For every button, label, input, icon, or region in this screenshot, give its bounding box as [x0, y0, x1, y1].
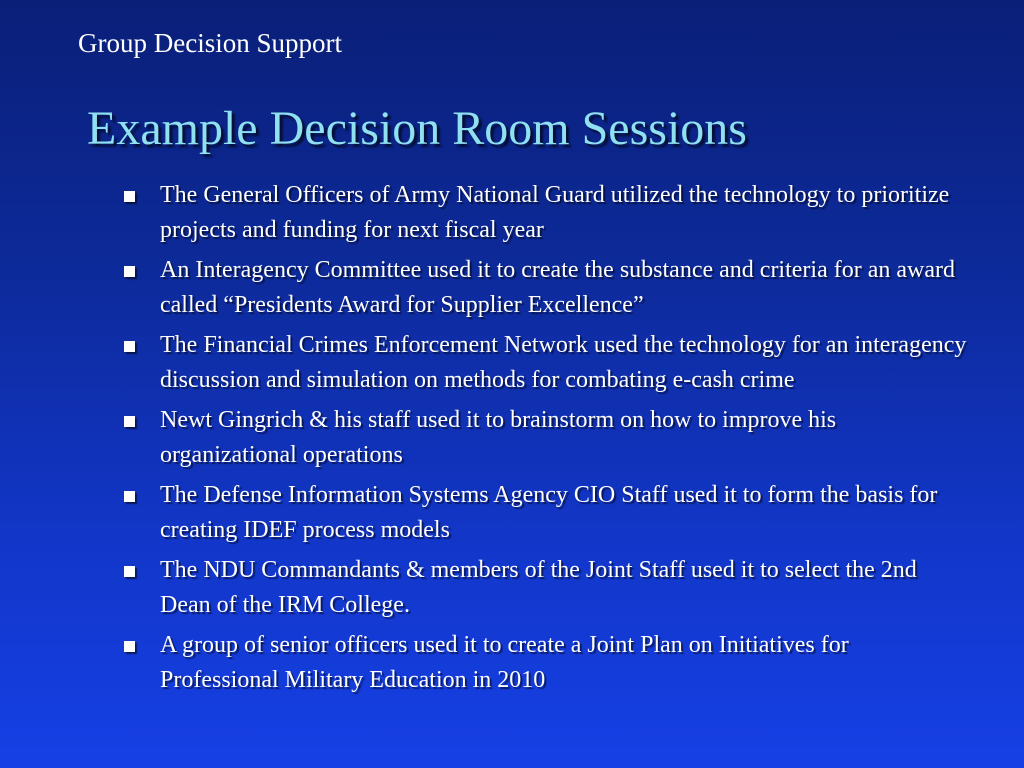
square-bullet-icon [124, 566, 135, 577]
square-bullet-icon [124, 266, 135, 277]
bullet-text: The NDU Commandants & members of the Joint Staff used it to select the 2nd Dean of the IRM College. [160, 557, 917, 618]
bullet-item [120, 328, 980, 397]
bullet-text: A group of senior officers used it to create a Joint Plan on Initiatives for Professional Military Education in 2010 [160, 632, 849, 693]
square-bullet-icon [124, 491, 135, 502]
bullet-item [120, 478, 980, 547]
bullet-list [120, 178, 980, 703]
bullet-text: The General Officers of Army National Guard utilized the technology to prioritize projects and funding for next fiscal year [160, 182, 950, 243]
bullet-text: An Interagency Committee used it to create the substance and criteria for an award called “Presidents Award for Supplier Excellence” [160, 257, 955, 318]
square-bullet-icon [124, 191, 135, 202]
bullet-item [120, 253, 980, 322]
bullet-text: The Financial Crimes Enforcement Network used the technology for an interagency discussion and simulation on methods for combating e-cash crime [160, 332, 967, 393]
bullet-text: Newt Gingrich & his staff used it to brainstorm on how to improve his organizational operations [160, 407, 837, 468]
slide-title: Example Decision Room Sessions [87, 102, 747, 155]
bullet-text: The Defense Information Systems Agency CIO Staff used it to form the basis for creating IDEF process models [160, 482, 938, 543]
slide-header-label: Group Decision Support [78, 28, 342, 58]
square-bullet-icon [124, 416, 135, 427]
bullet-item [120, 553, 980, 622]
square-bullet-icon [124, 641, 135, 652]
bullet-item [120, 628, 980, 697]
square-bullet-icon [124, 341, 135, 352]
bullet-item [120, 178, 980, 247]
bullet-item [120, 403, 980, 472]
